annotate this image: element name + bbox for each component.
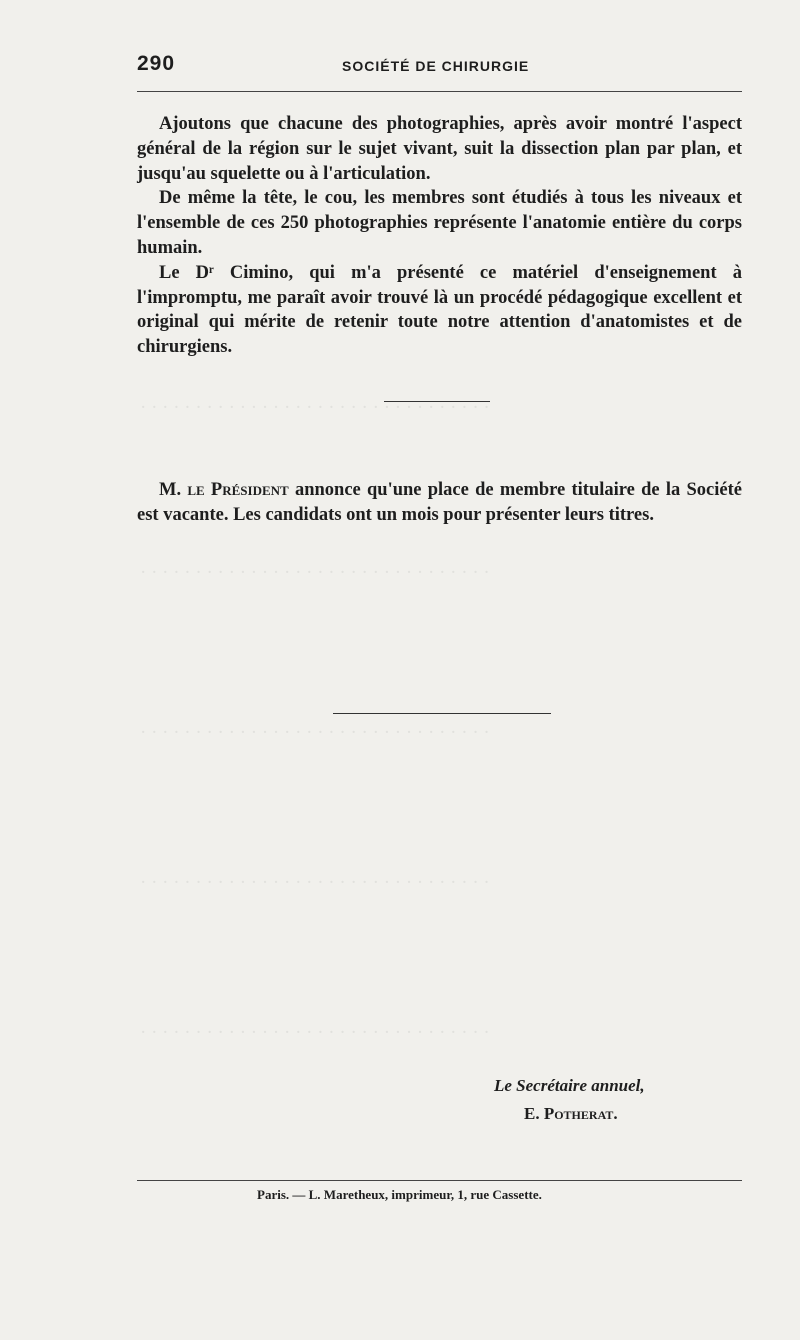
section-divider (384, 401, 490, 402)
bleed-through-texture: · · · · · · · · · · · · · · · · · · · · · · · · · · · · · · · · (140, 562, 490, 583)
paragraph: Le Dʳ Cimino, qui m'a présenté ce matériel d'enseignement à l'impromptu, me paraît avoir trouvé là un procédé pédagogique excellent et original qui mérite de retenir toute notre attention d'anatomistes et de chirurgiens. (137, 262, 742, 358)
bleed-through-texture: · · · · · · · · · · · · · · · · · · · · · · · · · · · · · · · · (140, 1022, 490, 1043)
section-divider (333, 713, 551, 714)
announcement (137, 478, 742, 528)
signature-role: Le Secrétaire annuel, (494, 1076, 645, 1095)
page-header (137, 52, 742, 78)
paragraph: De même la tête, le cou, les membres sont étudiés à tous les niveaux et l'ensemble de ces 250 photographies représente l'anatomie entière du corps humain. (137, 188, 742, 258)
paragraph: Ajoutons que chacune des photographies, après avoir montré l'aspect général de la région sur le sujet vivant, suit la dissection plan par plan, et jusqu'au squelette ou à l'articulation. (137, 114, 742, 184)
header-rule (137, 91, 742, 92)
announcement-paragraph (137, 478, 742, 528)
signature-name: E. Potherat. (524, 1104, 618, 1123)
announcement-text: annonce qu'une place de membre titulaire de la Société est vacante. Les candidats ont un mois pour présenter leurs titres. (137, 480, 742, 525)
running-head: SOCIÉTÉ DE CHIRURGIE (342, 58, 530, 74)
printer-imprint: Paris. — L. Maretheux, imprimeur, 1, rue Cassette. (257, 1187, 542, 1202)
bleed-through-texture: · · · · · · · · · · · · · · · · · · · · · · · · · · · · · · · · (140, 397, 490, 418)
bleed-through-texture: · · · · · · · · · · · · · · · · · · · · · · · · · · · · · · · · (140, 722, 490, 743)
speaker: M. le Président (159, 480, 289, 500)
bleed-through-texture: · · · · · · · · · · · · · · · · · · · · · · · · · · · · · · · · (140, 872, 490, 893)
footer-rule (137, 1180, 742, 1181)
body-text (137, 112, 742, 360)
page-number: 290 (137, 52, 176, 75)
